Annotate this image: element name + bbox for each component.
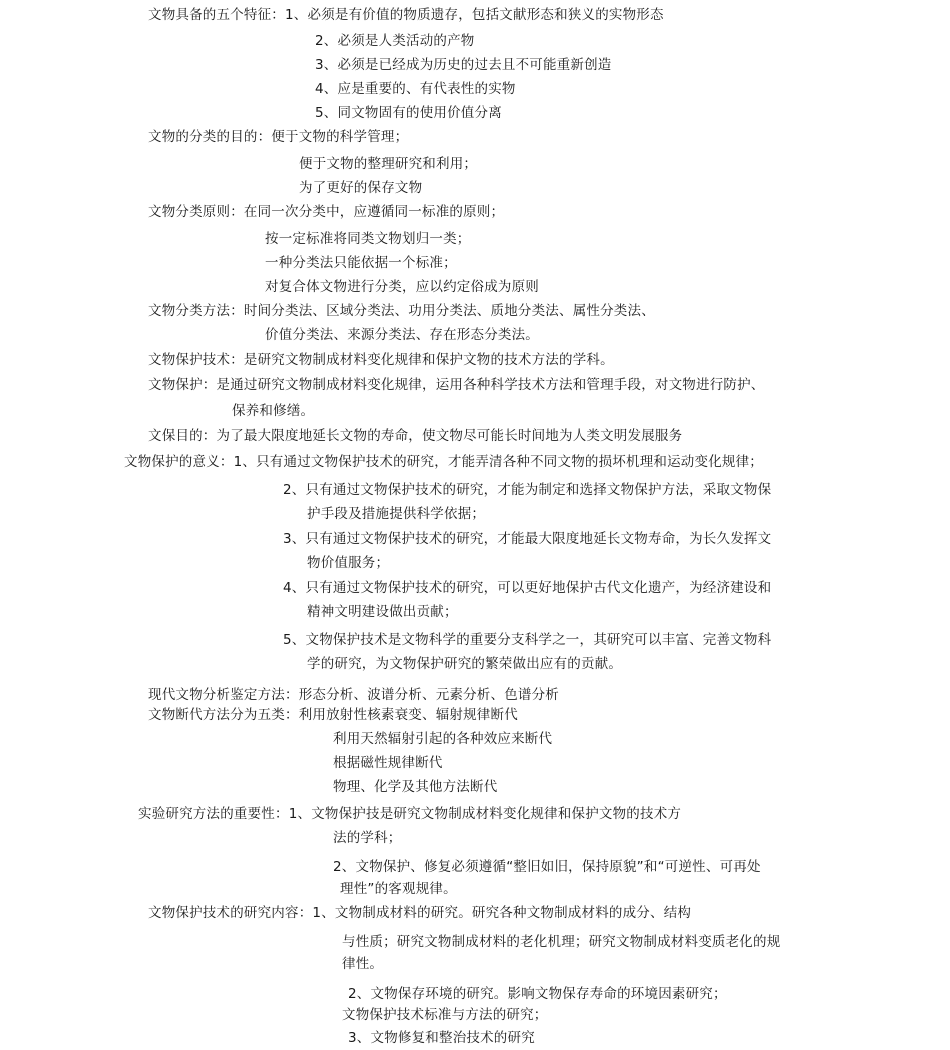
text-line: 3、必须是已经成为历史的过去且不可能重新创造 — [315, 57, 612, 73]
text-line: 精神文明建设做出贡献； — [307, 604, 458, 620]
text-line: 文物分类原则：在同一次分类中，应遵循同一标准的原则； — [148, 204, 505, 220]
text-line: 文物分类方法：时间分类法、区域分类法、功用分类法、质地分类法、属性分类法、 — [148, 303, 655, 319]
text-line: 护手段及措施提供科学依据； — [307, 506, 486, 522]
text-line: 法的学科； — [333, 830, 402, 846]
text-line: 文物保护技术的研究内容：1、文物制成材料的研究。研究各种文物制成材料的成分、结构 — [148, 905, 692, 921]
text-line: 3、只有通过文物保护技术的研究，才能最大限度地延长文物寿命，为长久发挥文 — [283, 531, 772, 547]
text-line: 文物保护的意义：1、只有通过文物保护技术的研究，才能弄清各种不同文物的损坏机理和运动变化规律； — [124, 454, 763, 470]
text-line: 与性质；研究文物制成材料的老化机理；研究文物制成材料变质老化的规 — [342, 934, 781, 950]
text-line: 文物保护技术：是研究文物制成材料变化规律和保护文物的技术方法的学科。 — [148, 352, 614, 368]
text-line: 理性”的客观规律。 — [340, 881, 457, 897]
text-line: 2、只有通过文物保护技术的研究，才能为制定和选择文物保护方法，采取文物保 — [283, 482, 772, 498]
text-line: 5、同文物固有的使用价值分离 — [315, 105, 502, 121]
text-line: 2、文物保存环境的研究。影响文物保存寿命的环境因素研究； — [348, 986, 727, 1002]
text-line: 学的研究，为文物保护研究的繁荣做出应有的贡献。 — [307, 656, 623, 672]
text-line: 4、只有通过文物保护技术的研究，可以更好地保护古代文化遗产，为经济建设和 — [283, 580, 772, 596]
text-line: 为了更好的保存文物 — [299, 180, 423, 196]
text-line: 价值分类法、来源分类法、存在形态分类法。 — [265, 327, 539, 343]
text-line: 文物保护：是通过研究文物制成材料变化规律，运用各种科学技术方法和管理手段，对文物进行防护、 — [148, 377, 765, 393]
text-line: 一种分类法只能依据一个标准； — [265, 255, 457, 271]
text-line: 3、文物修复和整治技术的研究 — [348, 1030, 535, 1046]
text-line: 文物的分类的目的：便于文物的科学管理； — [148, 129, 409, 145]
text-line: 现代文物分析鉴定方法：形态分析、波谱分析、元素分析、色谱分析 — [148, 687, 559, 703]
text-line: 实验研究方法的重要性：1、文物保护技是研究文物制成材料变化规律和保护文物的技术方 — [138, 806, 682, 822]
text-line: 对复合体文物进行分类，应以约定俗成为原则 — [265, 279, 539, 295]
text-line: 4、应是重要的、有代表性的实物 — [315, 81, 516, 97]
text-line: 便于文物的整理研究和利用； — [299, 156, 478, 172]
text-line: 利用天然辐射引起的各种效应来断代 — [333, 731, 553, 747]
text-line: 5、文物保护技术是文物科学的重要分支科学之一，其研究可以丰富、完善文物科 — [283, 632, 772, 648]
text-line: 律性。 — [342, 956, 384, 972]
text-line: 物理、化学及其他方法断代 — [333, 779, 498, 795]
text-line: 文物断代方法分为五类：利用放射性核素衰变、辐射规律断代 — [148, 707, 518, 723]
text-line: 文物保护技术标准与方法的研究； — [342, 1007, 548, 1023]
text-line: 文物具备的五个特征：1、必须是有价值的物质遗存，包括文献形态和狭义的实物形态 — [148, 7, 664, 23]
text-line: 根据磁性规律断代 — [333, 755, 443, 771]
text-line: 物价值服务； — [307, 555, 390, 571]
text-line: 按一定标准将同类文物划归一类； — [265, 231, 471, 247]
text-line: 文保目的：为了最大限度地延长文物的寿命，使文物尽可能长时间地为人类文明发展服务 — [148, 428, 683, 444]
text-line: 2、必须是人类活动的产物 — [315, 33, 475, 49]
text-line: 2、文物保护、修复必须遵循“整旧如旧，保持原貌”和“可逆性、可再处 — [333, 859, 761, 875]
text-line: 保养和修缮。 — [232, 403, 315, 419]
